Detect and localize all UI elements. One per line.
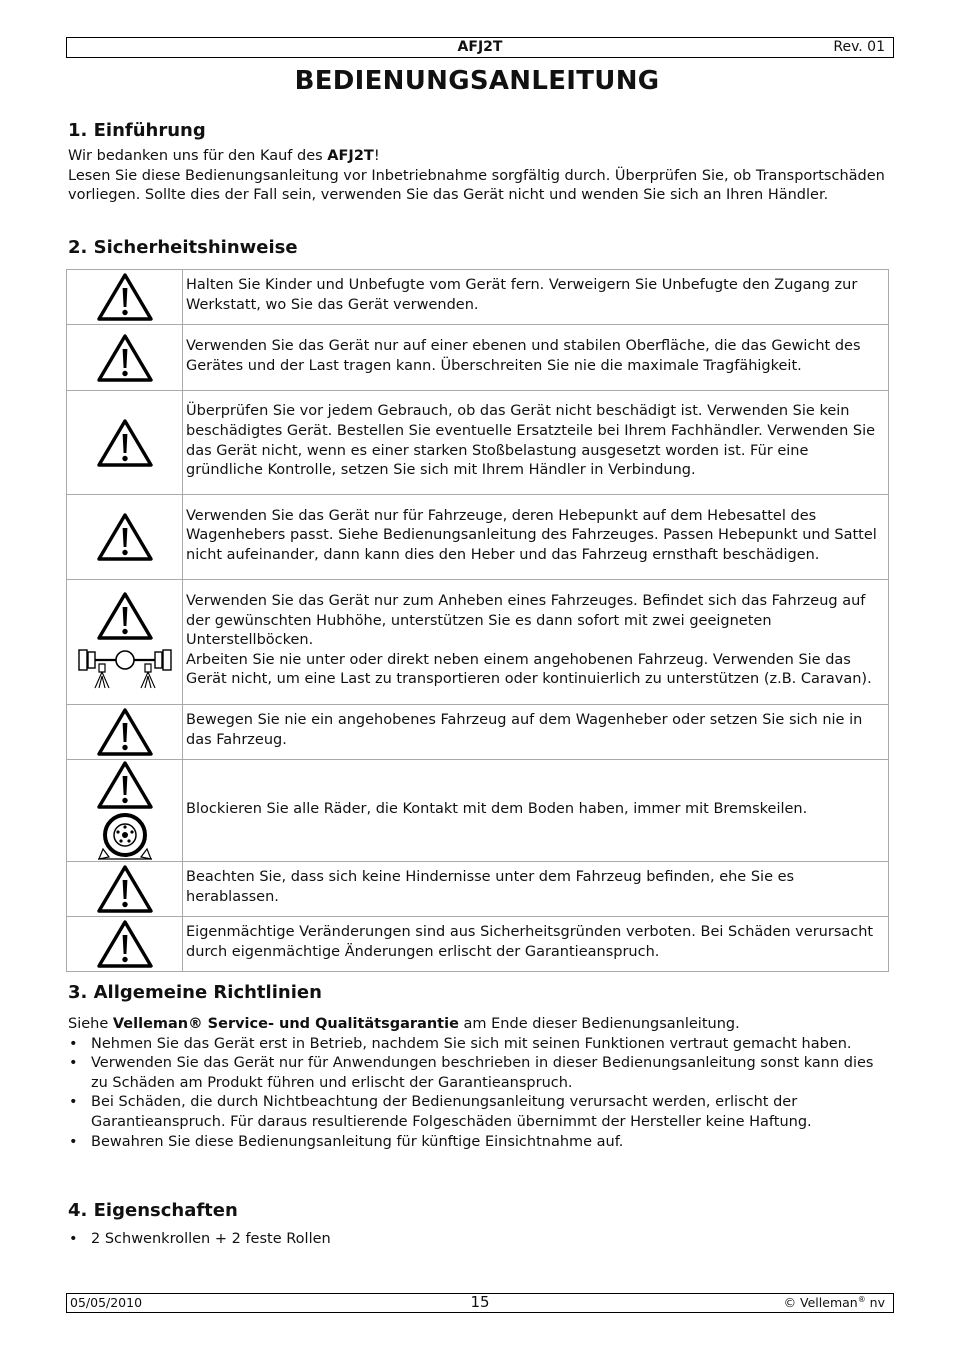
intro-model: AFJ2T <box>327 148 374 164</box>
section-heading: 1. Einführung <box>68 120 206 141</box>
section-general-guidelines <box>68 982 890 1152</box>
safety-text: Überprüfen Sie vor jedem Gebrauch, ob das Gerät nicht beschädigt ist. Verwenden Sie kein beschädigtes Gerät. Bestellen Sie eventuelle Ersatzteile bei Ihrem Fachhändler. Verwenden Sie das Gerät nicht, wenn es einer starken Stoßbelastung ausgesetzt worden ist. Für eine gründliche Kontrolle, setzen Sie sich mit Ihrem Händler in Verbindung. <box>183 391 889 495</box>
safety-text: Halten Sie Kinder und Unbefugte vom Gerät fern. Verweigern Sie Unbefugte den Zugang zur Werkstatt, wo Sie das Gerät verwenden. <box>183 270 889 325</box>
section-heading: 4. Eigenschaften <box>68 1200 238 1221</box>
safety-row <box>67 705 889 760</box>
warranty-reference: Velleman® Service- und Qualitätsgarantie <box>112 1016 459 1032</box>
safety-text: Verwenden Sie das Gerät nur auf einer ebenen und stabilen Oberfläche, die das Gewicht des Gerätes und der Last tragen kann. Überschreiten Sie nie die maximale Tragfähigkeit. <box>183 325 889 391</box>
page-header <box>66 37 894 58</box>
safety-row <box>67 325 889 391</box>
safety-text: Beachten Sie, dass sich keine Hindernisse unter dem Fahrzeug befinden, ehe Sie es herablassen. <box>183 862 889 917</box>
section-safety <box>68 237 890 258</box>
intro-body: Lesen Sie diese Bedienungsanleitung vor Inbetriebnahme sorgfältig durch. Überprüfen Sie, ob Transportschäden vorliegen. Sollte dies der Fall sein, verwenden Sie das Gerät nicht und wenden Sie sich an Ihren Händler. <box>68 167 885 204</box>
safety-text-part: Verwenden Sie das Gerät nur zum Anheben eines Fahrzeuges. Befindet sich das Fahrzeug auf der gewünschten Hubhöhe, unterstützen Sie es dann sofort mit zwei geeigneten Unterstellböcken. <box>186 593 866 649</box>
warning-icon <box>97 708 153 756</box>
safety-row <box>67 580 889 705</box>
safety-row <box>67 391 889 495</box>
safety-text: Verwenden Sie das Gerät nur für Fahrzeuge, deren Hebepunkt auf dem Hebesattel des Wagenhebers passt. Siehe Bedienungsanleitung des Fahrzeuges. Passen Hebepunkt und Sattel nicht aufeinander, dann kann dies den Heber und das Fahrzeug ernsthaft beschädigen. <box>183 495 889 580</box>
general-bullet-list <box>68 1035 890 1153</box>
intro-thanks-text: Wir bedanken uns für den Kauf des <box>68 148 328 164</box>
intro-thanks <box>68 147 890 167</box>
safety-text: Bewegen Sie nie ein angehobenes Fahrzeug auf dem Wagenheber oder setzen Sie sich nie in das Fahrzeug. <box>183 705 889 760</box>
intro-thanks-suffix: ! <box>373 148 380 164</box>
section-heading: 3. Allgemeine Richtlinien <box>68 982 322 1003</box>
warning-icon <box>97 592 153 640</box>
safety-text: Blockieren Sie alle Räder, die Kontakt mit dem Boden haben, immer mit Bremskeilen. <box>183 760 889 862</box>
warning-icon <box>97 334 153 382</box>
warning-icon <box>97 419 153 467</box>
list-item: • Nehmen Sie das Gerät erst in Betrieb, nachdem Sie sich mit seinen Funktionen vertraut gemacht haben. <box>68 1035 890 1055</box>
copyright-suffix: nv <box>865 1295 885 1311</box>
safety-row <box>67 270 889 325</box>
page-footer <box>66 1293 894 1313</box>
header-model: AFJ2T <box>457 39 503 55</box>
axle-stands-icon <box>77 642 173 692</box>
section-heading: 2. Sicherheitshinweise <box>68 237 298 258</box>
features-bullet-list <box>68 1230 890 1250</box>
safety-row <box>67 917 889 972</box>
warning-icon <box>97 920 153 968</box>
list-item: • Verwenden Sie das Gerät nur für Anwendungen beschrieben in dieser Bedienungsanleitung sonst kann dies zu Schäden am Produkt führen und erlischt der Garantieanspruch. <box>68 1054 890 1093</box>
list-item: • Bewahren Sie diese Bedienungsanleitung für künftige Einsichtnahme auf. <box>68 1133 890 1153</box>
document-title: BEDIENUNGSANLEITUNG <box>294 66 660 96</box>
warning-icon <box>97 761 153 809</box>
safety-text: Eigenmächtige Veränderungen sind aus Sicherheitsgründen verboten. Bei Schäden verursacht durch eigenmächtige Änderungen erlischt der Garantieanspruch. <box>183 917 889 972</box>
wheel-chock-icon <box>97 811 153 861</box>
list-item: • 2 Schwenkrollen + 2 feste Rollen <box>68 1230 890 1250</box>
list-item: • Bei Schäden, die durch Nichtbeachtung der Bedienungsanleitung verursacht werden, erlischt der Garantieanspruch. Für daraus resultierende Folgeschäden übernimmt der Hersteller keine Haftung. <box>68 1093 890 1132</box>
footer-date: 05/05/2010 <box>70 1295 143 1310</box>
header-revision: Rev. 01 <box>833 39 885 55</box>
warning-icon <box>97 513 153 561</box>
footer-copyright <box>784 1295 885 1310</box>
page-number: 15 <box>470 1293 490 1311</box>
registered-mark: ® <box>857 1295 866 1304</box>
safety-row <box>67 862 889 917</box>
warning-icon <box>97 273 153 321</box>
section-introduction <box>68 120 890 206</box>
general-intro-text: Siehe <box>68 1016 113 1032</box>
safety-table <box>66 269 889 972</box>
safety-text <box>183 580 889 705</box>
safety-row <box>67 760 889 862</box>
copyright-text: © Velleman <box>783 1295 858 1311</box>
general-intro-suffix: am Ende dieser Bedienungsanleitung. <box>458 1016 740 1032</box>
safety-text-part: Arbeiten Sie nie unter oder direkt neben einem angehobenen Fahrzeug. Verwenden Sie das Gerät nicht, um eine Last zu transportieren oder kontinuierlich zu unterstützen (z.B. Caravan). <box>186 651 872 688</box>
safety-row <box>67 495 889 580</box>
general-intro <box>68 1015 890 1035</box>
section-features <box>68 1200 890 1250</box>
warning-icon <box>97 865 153 913</box>
